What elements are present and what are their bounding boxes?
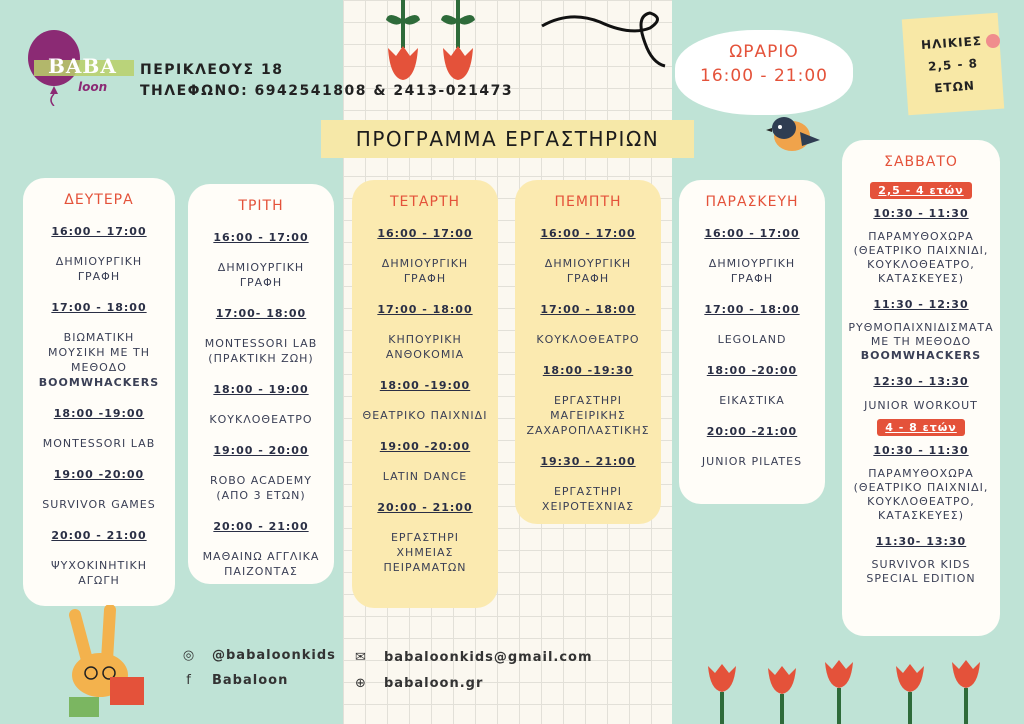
facebook-contact: f Babaloon	[180, 673, 288, 688]
activity: ΔΗΜΙΟΥΡΓΙΚΗ ΓΡΑΦΗ	[708, 257, 796, 285]
activity: ΚΟΥΚΛΟΘΕΑΤΡΟ	[209, 413, 313, 426]
scribble-decoration-icon	[540, 8, 670, 68]
time-slot: 18:00 - 19:00	[213, 383, 309, 396]
ages-line1: ΗΛΙΚΙΕΣ	[920, 33, 983, 53]
address: ΠΕΡΙΚΛΕΟΥΣ 18	[140, 62, 284, 78]
hours-value: 16:00 - 21:00	[700, 66, 828, 86]
day-name: ΔΕΥΤΕΡΑ	[64, 192, 134, 208]
bird-icon	[764, 108, 822, 158]
facebook-icon: f	[186, 673, 192, 688]
logo-text-bottom: loon	[78, 80, 108, 94]
activity: ΘΕΑΤΡΙΚΟ ΠΑΙΧΝΙΔΙ	[362, 409, 488, 422]
activity: ΕΡΓΑΣΤΗΡΙ ΧΗΜΕΙΑΣ ΠΕΙΡΑΜΑΤΩΝ	[383, 531, 467, 574]
instagram-icon: ◎	[182, 648, 196, 663]
activity: ΕΡΓΑΣΤΗΡΙ ΧΕΙΡΟΤΕΧΝΙΑΣ	[541, 485, 635, 513]
activity: ROBO ACADEMY (ΑΠΟ 3 ΕΤΩΝ)	[210, 474, 312, 502]
website-contact: ⊕ babaloon.gr	[352, 676, 483, 691]
day-column-thursday	[515, 180, 661, 524]
ages-line2: 2,5 - 8	[927, 56, 979, 74]
rabbit-reading-icon	[55, 605, 155, 720]
flower-decoration-icon	[378, 0, 488, 100]
time-slot: 19:00 - 20:00	[213, 444, 309, 457]
activity: JUNIOR PILATES	[701, 455, 803, 468]
time-slot: 10:30 - 11:30	[873, 207, 969, 220]
time-slot: 16:00 - 17:00	[377, 227, 473, 240]
activity: ΔΗΜΙΟΥΡΓΙΚΗ ΓΡΑΦΗ	[544, 257, 632, 285]
day-column-friday	[679, 180, 825, 504]
email-contact: ✉ babaloonkids@gmail.com	[352, 650, 593, 665]
activity: ΨΥΧΟΚΙΝΗΤΙΚΗ ΑΓΩΓΗ	[51, 559, 147, 587]
activity: SURVIVOR KIDS SPECIAL EDITION	[866, 558, 976, 585]
time-slot: 19:00 -20:00	[53, 468, 145, 481]
time-slot: 16:00 - 17:00	[51, 225, 147, 238]
time-slot: 17:00- 18:00	[215, 307, 307, 320]
activity: SURVIVOR GAMES	[42, 498, 156, 511]
day-column-monday	[23, 178, 175, 606]
activity: ΔΗΜΙΟΥΡΓΙΚΗ ΓΡΑΦΗ	[217, 261, 305, 289]
pushpin-icon	[986, 34, 1000, 48]
age-group-badge: 4 - 8 ετών	[877, 419, 965, 436]
time-slot: 20:00 - 21:00	[51, 529, 147, 542]
mail-icon: ✉	[355, 650, 367, 665]
time-slot: 11:30- 13:30	[875, 535, 967, 548]
activity: ΚΗΠΟΥΡΙΚΗ ΑΝΘΟΚΟΜΙΑ	[385, 333, 465, 361]
time-slot: 20:00 - 21:00	[213, 520, 309, 533]
logo-text-top: BABA	[48, 54, 117, 78]
activity: ΠΑΡΑΜΥΘΟΧΩΡΑ (ΘΕΑΤΡΙΚΟ ΠΑΙΧΝΙΔΙ, ΚΟΥΚΛΟΘΕΑΤΡΟ, ΚΑΤΑΣΚΕΥΕΣ)	[853, 467, 989, 522]
time-slot: 17:00 - 18:00	[540, 303, 636, 316]
activity: ΚΟΥΚΛΟΘΕΑΤΡΟ	[536, 333, 640, 346]
activity: MONTESSORI LAB	[42, 437, 156, 450]
time-slot: 18:00 -19:00	[379, 379, 471, 392]
activity: ΜΑΘΑΙΝΩ ΑΓΓΛΙΚΑ ΠΑΙΖΟΝΤΑΣ	[202, 550, 320, 578]
phone: ΤΗΛΕΦΩΝΟ: 6942541808 & 2413-021473	[140, 83, 514, 99]
activity: ΔΗΜΙΟΥΡΓΙΚΗ ΓΡΑΦΗ	[381, 257, 469, 285]
day-name: ΣΑΒΒΑΤΟ	[884, 154, 958, 170]
time-slot: 16:00 - 17:00	[213, 231, 309, 244]
activity: ΕΡΓΑΣΤΗΡΙ ΜΑΓΕΙΡΙΚΗΣ ΖΑΧΑΡΟΠΛΑΣΤΙΚΗΣ	[526, 394, 650, 437]
time-slot: 20:00 -21:00	[706, 425, 798, 438]
logo	[26, 26, 136, 106]
time-slot: 17:00 - 18:00	[377, 303, 473, 316]
day-name: ΤΡΙΤΗ	[238, 198, 284, 214]
activity: ΒΙΩΜΑΤΙΚΗ ΜΟΥΣΙΚΗ ΜΕ ΤΗ ΜΕΘΟΔΟ BOOMWHACKERS	[38, 331, 160, 389]
tulips-decoration-icon	[700, 656, 1000, 724]
day-column-tuesday	[188, 184, 334, 584]
page-title: ΠΡΟΓΡΑΜΜΑ ΕΡΓΑΣΤΗΡΙΩΝ	[321, 120, 694, 158]
time-slot: 11:30 - 12:30	[873, 298, 969, 311]
activity: ΕΙΚΑΣΤΙΚΑ	[719, 394, 785, 407]
time-slot: 17:00 - 18:00	[704, 303, 800, 316]
activity: ΔΗΜΙΟΥΡΓΙΚΗ ΓΡΑΦΗ	[55, 255, 143, 283]
age-group-badge: 2,5 - 4 ετών	[870, 182, 971, 199]
activity: ΡΥΘΜΟΠΑΙΧΝΙΔΙΣΜΑΤΑ ΜΕ ΤΗ ΜΕΘΟΔΟ BOOMWHACKERS	[848, 321, 994, 362]
time-slot: 17:00 - 18:00	[51, 301, 147, 314]
time-slot: 16:00 - 17:00	[704, 227, 800, 240]
day-name: ΠΕΜΠΤΗ	[554, 194, 622, 210]
day-column-wednesday	[352, 180, 498, 608]
ages-line3: ΕΤΩΝ	[933, 78, 976, 96]
day-column-saturday	[842, 140, 1000, 636]
activity: JUNIOR WORKOUT	[864, 399, 978, 412]
globe-icon: ⊕	[355, 676, 367, 691]
time-slot: 19:30 - 21:00	[540, 455, 636, 468]
activity: LATIN DANCE	[382, 470, 468, 483]
day-name: ΤΕΤΑΡΤΗ	[389, 194, 461, 210]
time-slot: 18:00 -19:30	[542, 364, 634, 377]
time-slot: 20:00 - 21:00	[377, 501, 473, 514]
time-slot: 18:00 -20:00	[706, 364, 798, 377]
hours-label: ΩΡΑΡΙΟ	[729, 42, 799, 62]
activity: ΠΑΡΑΜΥΘΟΧΩΡΑ (ΘΕΑΤΡΙΚΟ ΠΑΙΧΝΙΔΙ, ΚΟΥΚΛΟΘΕΑΤΡΟ, ΚΑΤΑΣΚΕΥΕΣ)	[853, 230, 989, 285]
time-slot: 12:30 - 13:30	[873, 375, 969, 388]
time-slot: 18:00 -19:00	[53, 407, 145, 420]
activity: LEGOLAND	[717, 333, 787, 346]
time-slot: 16:00 - 17:00	[540, 227, 636, 240]
instagram-contact: ◎ @babaloonkids	[180, 648, 336, 663]
hours-bubble	[675, 30, 853, 115]
time-slot: 19:00 -20:00	[379, 440, 471, 453]
ages-note	[902, 13, 1004, 115]
day-name: ΠΑΡΑΣΚΕΥΗ	[705, 194, 799, 210]
time-slot: 10:30 - 11:30	[873, 444, 969, 457]
activity: MONTESSORI LAB (ΠΡΑΚΤΙΚΗ ΖΩΗ)	[204, 337, 318, 365]
